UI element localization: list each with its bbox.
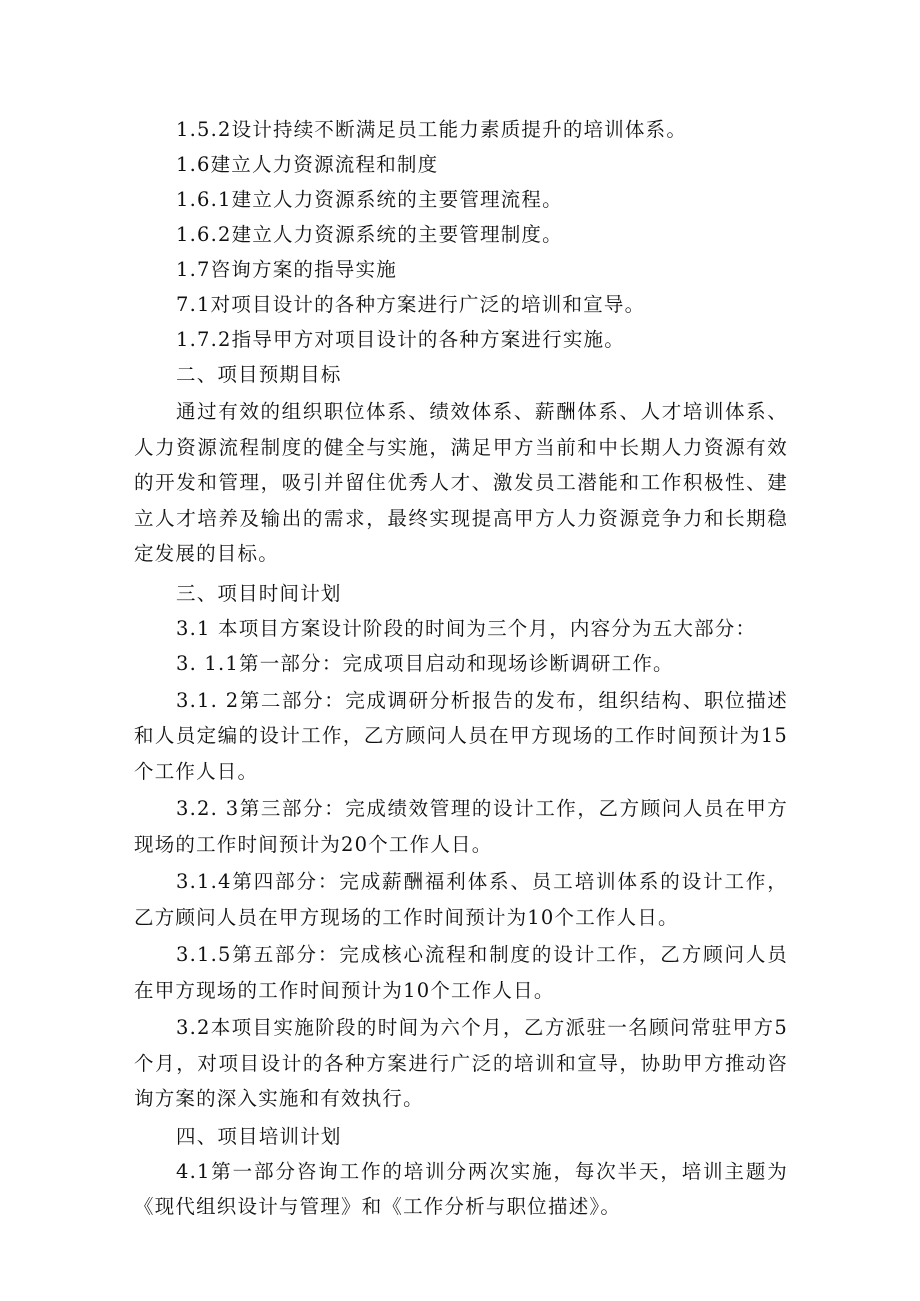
goal-paragraph: 通过有效的组织职位体系、绩效体系、薪酬体系、人才培训体系、人力资源流程制度的健全与实施，满足甲方当前和中长期人力资源有效的开发和管理，吸引并留住优秀人才、激发员工潜能和工作积极性、建立人才培养及输出的需求，最终实现提高甲方人力资源竞争力和长期稳定发展的目标。 [134, 400, 788, 565]
document-page [134, 112, 788, 1225]
item-3-1-4: 3.1.4第四部分：完成薪酬福利体系、员工培训体系的设计工作，乙方顾问人员在甲方现场的工作时间预计为10个工作人日。 [134, 870, 788, 929]
item-3-2: 3.2本项目实施阶段的时间为六个月，乙方派驻一名顾问常驻甲方5个月，对项目设计的各种方案进行广泛的培训和宣导，协助甲方推动咨询方案的深入实施和有效执行。 [134, 1016, 788, 1110]
item-7-1: 7.1对项目设计的各种方案进行广泛的培训和宣导。 [176, 293, 646, 316]
item-3-1-2: 3.1. 2第二部分：完成调研分析报告的发布，组织结构、职位描述和人员定编的设计工作，乙方顾问人员在甲方现场的工作时间预计为15个工作人日。 [134, 688, 788, 783]
item-1-5-2: 1.5.2设计持续不断满足员工能力素质提升的培训体系。 [176, 118, 688, 141]
item-1-6-heading: 1.6建立人力资源流程和制度 [176, 153, 439, 176]
item-3-1-5: 3.1.5第五部分：完成核心流程和制度的设计工作，乙方顾问人员在甲方现场的工作时间预计为10个工作人日。 [134, 943, 788, 1002]
section-3-heading: 三、项目时间计划 [176, 581, 342, 605]
item-3-2-3: 3.2. 3第三部分：完成绩效管理的设计工作，乙方顾问人员在甲方现场的工作时间预计为20个工作人日。 [134, 797, 788, 856]
item-1-7-2: 1.7.2指导甲方对项目设计的各种方案进行实施。 [176, 328, 625, 351]
item-3-1: 3.1 本项目方案设计阶段的时间为三个月，内容分为五大部分： [176, 616, 757, 640]
section-2-heading: 二、项目预期目标 [176, 363, 342, 386]
item-3-1-1: 3. 1.1第一部分：完成项目启动和现场诊断调研工作。 [176, 651, 674, 675]
section-4-heading: 四、项目培训计划 [176, 1124, 342, 1148]
item-4-1: 4.1第一部分咨询工作的培训分两次实施，每次半天，培训主题为《现代组织设计与管理》和《工作分析与职位描述》。 [134, 1159, 788, 1218]
item-1-7-heading: 1.7咨询方案的指导实施 [176, 258, 397, 281]
item-1-6-2: 1.6.2建立人力资源系统的主要管理制度。 [176, 223, 563, 246]
item-1-6-1: 1.6.1建立人力资源系统的主要管理流程。 [176, 188, 563, 211]
